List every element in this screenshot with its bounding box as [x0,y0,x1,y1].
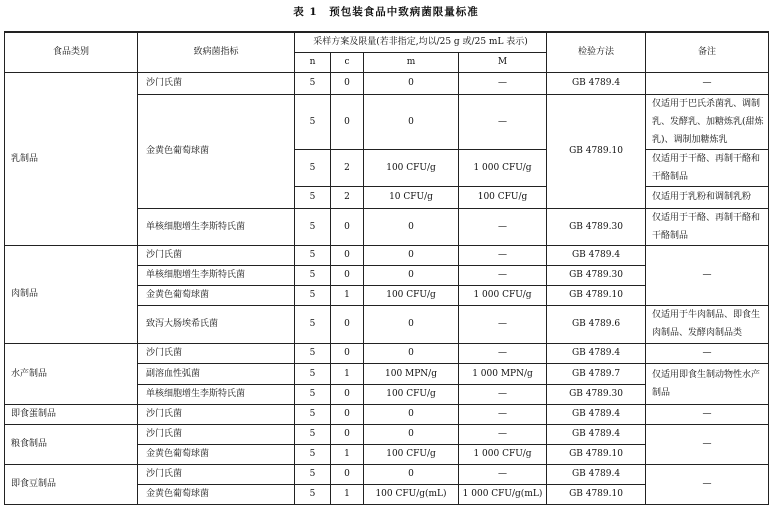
remark-cell: — [646,343,769,363]
m-cell: 100 CFU/g [364,444,459,464]
method-cell: GB 4789.30 [547,384,646,404]
pathogen-cell: 金黄色葡萄球菌 [138,484,295,504]
M-cell: 1 000 CFU/g [459,285,547,305]
pathogen-cell: 金黄色葡萄球菌 [138,444,295,464]
category-cell: 水产制品 [5,343,138,404]
M-cell: — [459,464,547,484]
pathogen-cell: 金黄色葡萄球菌 [138,94,295,208]
m-cell: 0 [364,245,459,265]
M-cell: — [459,245,547,265]
c-cell: 0 [331,424,364,444]
method-cell: GB 4789.7 [547,363,646,384]
pathogen-cell: 沙门氏菌 [138,464,295,484]
remark-cell: 仅适用于巴氏杀菌乳、调制乳、发酵乳、加糖炼乳(甜炼乳)、调制加糖炼乳 [646,94,769,149]
c-cell: 1 [331,285,364,305]
pathogen-cell: 沙门氏菌 [138,245,295,265]
m-cell: 0 [364,265,459,285]
c-cell: 0 [331,305,364,343]
M-cell: — [459,208,547,245]
header-remark: 备注 [646,32,769,72]
method-cell: GB 4789.4 [547,464,646,484]
n-cell: 5 [295,186,331,208]
c-cell: 1 [331,444,364,464]
table-row [5,404,769,424]
pathogen-cell: 沙门氏菌 [138,72,295,94]
n-cell: 5 [295,484,331,504]
n-cell: 5 [295,404,331,424]
M-cell: — [459,72,547,94]
n-cell: 5 [295,305,331,343]
table-row [5,245,769,265]
m-cell: 0 [364,464,459,484]
pathogen-cell: 金黄色葡萄球菌 [138,285,295,305]
M-cell: — [459,94,547,149]
n-cell: 5 [295,208,331,245]
header-pathogen: 致病菌指标 [138,32,295,72]
category-cell: 即食豆制品 [5,464,138,504]
m-cell: 0 [364,208,459,245]
remark-cell: — [646,72,769,94]
m-cell: 0 [364,94,459,149]
n-cell: 5 [295,384,331,404]
m-cell: 0 [364,343,459,363]
remark-cell: — [646,464,769,504]
table-row [5,424,769,444]
c-cell: 0 [331,343,364,363]
M-cell: 1 000 CFU/g(mL) [459,484,547,504]
method-cell: GB 4789.4 [547,424,646,444]
n-cell: 5 [295,343,331,363]
method-cell: GB 4789.4 [547,404,646,424]
n-cell: 5 [295,444,331,464]
n-cell: 5 [295,424,331,444]
n-cell: 5 [295,149,331,186]
method-cell: GB 4789.4 [547,245,646,265]
method-cell: GB 4789.30 [547,208,646,245]
m-cell: 0 [364,424,459,444]
method-cell: GB 4789.10 [547,444,646,464]
header-n: n [295,52,331,72]
method-cell: GB 4789.30 [547,265,646,285]
c-cell: 0 [331,384,364,404]
c-cell: 0 [331,464,364,484]
table-row [5,72,769,94]
M-cell: — [459,343,547,363]
M-cell: — [459,305,547,343]
table-title: 表 1 预包装食品中致病菌限量标准 [293,6,479,18]
n-cell: 5 [295,265,331,285]
n-cell: 5 [295,94,331,149]
c-cell: 1 [331,363,364,384]
table-row [5,464,769,484]
method-cell: GB 4789.4 [547,72,646,94]
m-cell: 100 CFU/g [364,285,459,305]
M-cell: — [459,384,547,404]
M-cell: 1 000 CFU/g [459,444,547,464]
table-row [5,343,769,363]
m-cell: 100 CFU/g [364,384,459,404]
method-cell: GB 4789.10 [547,484,646,504]
method-cell: GB 4789.10 [547,285,646,305]
c-cell: 0 [331,94,364,149]
M-cell: — [459,404,547,424]
pathogen-cell: 致泻大肠埃希氏菌 [138,305,295,343]
m-cell: 0 [364,305,459,343]
remark-cell: — [646,404,769,424]
method-cell: GB 4789.10 [547,94,646,208]
method-cell: GB 4789.4 [547,343,646,363]
M-cell: 100 CFU/g [459,186,547,208]
category-cell: 乳制品 [5,72,138,245]
header-category: 食品类别 [5,32,138,72]
header-M: M [459,52,547,72]
c-cell: 2 [331,186,364,208]
pathogen-cell: 副溶血性弧菌 [138,363,295,384]
n-cell: 5 [295,363,331,384]
remark-cell: — [646,245,769,305]
header-method: 检验方法 [547,32,646,72]
m-cell: 10 CFU/g [364,186,459,208]
pathogen-cell: 单核细胞增生李斯特氏菌 [138,265,295,285]
remark-cell: — [646,424,769,464]
category-cell: 肉制品 [5,245,138,343]
M-cell: 1 000 CFU/g [459,149,547,186]
remark-cell: 仅适用于牛肉制品、即食生肉制品、发酵肉制品类 [646,305,769,343]
c-cell: 0 [331,265,364,285]
pathogen-cell: 单核细胞增生李斯特氏菌 [138,208,295,245]
c-cell: 2 [331,149,364,186]
pathogen-cell: 单核细胞增生李斯特氏菌 [138,384,295,404]
m-cell: 100 MPN/g [364,363,459,384]
remark-cell: 仅适用于乳粉和调制乳粉 [646,186,769,208]
M-cell: 1 000 MPN/g [459,363,547,384]
c-cell: 0 [331,208,364,245]
category-cell: 即食蛋制品 [5,404,138,424]
remark-cell: 仅适用即食生制动物性水产制品 [646,363,769,404]
n-cell: 5 [295,285,331,305]
category-cell: 粮食制品 [5,424,138,464]
n-cell: 5 [295,245,331,265]
m-cell: 100 CFU/g [364,149,459,186]
c-cell: 0 [331,245,364,265]
header-m: m [364,52,459,72]
n-cell: 5 [295,464,331,484]
pathogen-cell: 沙门氏菌 [138,343,295,363]
pathogen-limit-table [4,31,769,505]
m-cell: 0 [364,404,459,424]
pathogen-cell: 沙门氏菌 [138,424,295,444]
remark-cell: 仅适用于干酪、再制干酪和干酪制品 [646,149,769,186]
c-cell: 0 [331,404,364,424]
remark-cell: 仅适用于干酪、再制干酪和干酪制品 [646,208,769,245]
header-sampling: 采样方案及限量(若非指定,均以/25 g 或/25 mL 表示) [295,32,547,52]
n-cell: 5 [295,72,331,94]
header-c: c [331,52,364,72]
m-cell: 100 CFU/g(mL) [364,484,459,504]
c-cell: 1 [331,484,364,504]
M-cell: — [459,265,547,285]
method-cell: GB 4789.6 [547,305,646,343]
m-cell: 0 [364,72,459,94]
pathogen-cell: 沙门氏菌 [138,404,295,424]
c-cell: 0 [331,72,364,94]
M-cell: — [459,424,547,444]
